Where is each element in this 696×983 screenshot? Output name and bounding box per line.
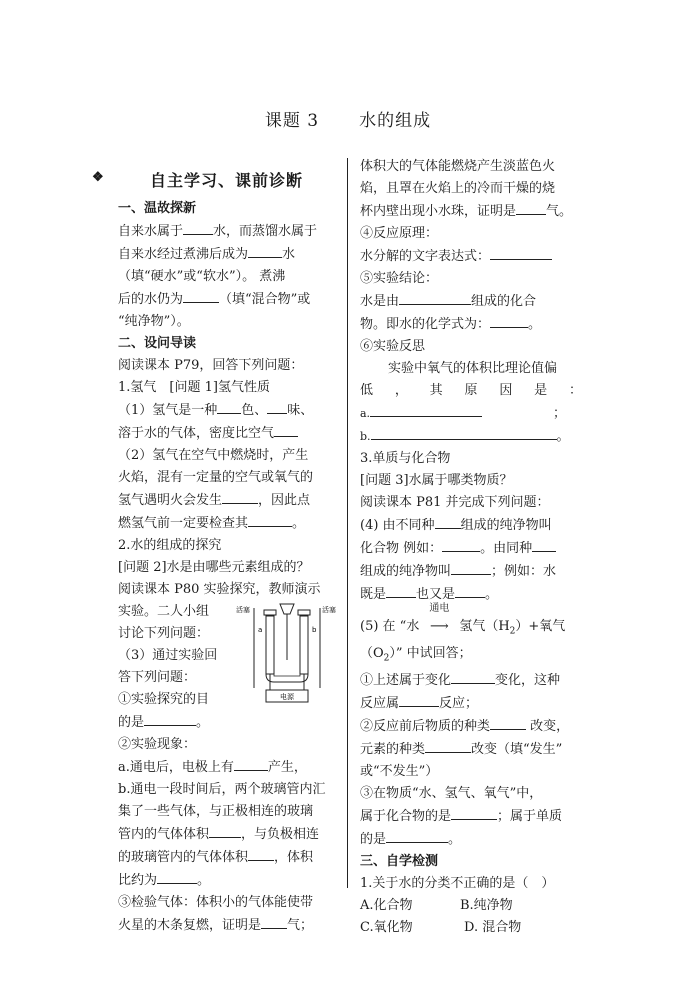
page-title <box>0 106 696 131</box>
text-line: 组成的纯净物叫 ；例如：水 <box>360 560 582 583</box>
text-line: a. ； <box>360 402 582 425</box>
blank[interactable] <box>183 220 213 235</box>
text-line: （1）氢气是一种 色、 味、 <box>118 399 336 422</box>
text-line: 实验。二人小组 <box>118 604 210 619</box>
blank[interactable] <box>399 290 471 305</box>
blank[interactable] <box>183 288 219 303</box>
text-line: [问题 3]水属于哪类物质？ <box>360 473 513 488</box>
blank[interactable] <box>442 537 480 552</box>
text-line: ①实验探究的目 <box>118 692 210 707</box>
text-line: 水分解的文字表达式： <box>360 245 582 268</box>
blank[interactable] <box>274 422 298 437</box>
blank[interactable] <box>248 243 282 258</box>
text-line: 2.水的组成的探究 <box>118 538 222 553</box>
right-column <box>360 156 582 939</box>
text-line: 既是 也又是 。 <box>360 583 582 606</box>
text-line: 实验中氧气的体积比理论值偏 <box>388 361 558 376</box>
blank[interactable] <box>261 914 287 929</box>
blank[interactable] <box>490 313 528 328</box>
text-line: （3）通过实验回 <box>118 648 218 663</box>
blank[interactable] <box>455 583 485 598</box>
electrolysis-apparatus-diagram <box>236 598 338 710</box>
text-line: 物。即水的化学式为： 。 <box>360 313 582 336</box>
blank[interactable] <box>157 869 197 884</box>
blank[interactable] <box>144 711 196 726</box>
text-line: 溶于水的气体，密度比空气 <box>118 422 336 445</box>
text-line: 火星的木条复燃，证明是 气； <box>118 914 336 937</box>
blank[interactable] <box>451 560 491 575</box>
text-line: (4) 由不同种 组成的纯净物叫 <box>360 514 582 537</box>
blank[interactable] <box>370 402 482 417</box>
text-line: 的玻璃管内的气体体积 ，体积 <box>118 846 336 869</box>
text-line: ②实验现象： <box>118 737 197 752</box>
blank[interactable] <box>399 692 439 707</box>
text-line: 阅读课本 P79，回答下列问题： <box>118 358 304 373</box>
text-line: 反应属 反应； <box>360 692 582 715</box>
text-line: 阅读课本 P81 并完成下列问题： <box>360 495 550 510</box>
option-d[interactable]: D. 混合物 <box>464 920 522 936</box>
reaction-arrow: 通电 ⟶ <box>429 603 450 634</box>
options-row <box>360 917 582 939</box>
text-line: 氢气遇明火会发生 ，因此点 <box>118 489 336 512</box>
option-a[interactable]: A.化合物 <box>360 898 413 914</box>
text-line: 管内的气体体积 ，与负极相连 <box>118 823 336 846</box>
section-header <box>88 168 348 194</box>
blank[interactable] <box>451 805 497 820</box>
text-line: （2）氢气在空气中燃烧时，产生 <box>118 448 309 463</box>
text-line: 杯内壁出现小水珠，证明是 气。 <box>360 200 582 223</box>
blank[interactable] <box>516 200 546 215</box>
blank[interactable] <box>490 715 526 730</box>
stopcock-left-label: 活塞 <box>236 606 250 614</box>
column-divider <box>347 158 348 888</box>
text-line: “纯净物”）。 <box>118 314 190 329</box>
heading-self-check: 三、自学检测 <box>360 854 439 870</box>
text-line: 焰，且罩在火焰上的冷而干燥的烧 <box>360 181 556 196</box>
text-line: ⑥实验反思 <box>360 339 426 354</box>
left-column <box>118 198 336 937</box>
text-line: 的是 。 <box>118 711 336 734</box>
lesson-number: 课题 3 <box>264 111 320 131</box>
power-label: 电源 <box>280 693 294 701</box>
text-line: 或“不发生”） <box>360 764 439 780</box>
text-line: b.通电一段时间后，两个玻璃管内汇 <box>118 782 326 797</box>
text-line: 属于化合物的是 ；属于单质 <box>360 805 582 828</box>
text-line: ①上述属于变化 变化，这种 <box>360 669 582 692</box>
option-c[interactable]: C.氧化物 <box>360 920 413 936</box>
blank[interactable] <box>371 425 557 440</box>
text-line: 元素的种类 改变（填“发生” <box>360 738 582 761</box>
blank[interactable] <box>435 514 461 529</box>
blank[interactable] <box>532 537 556 552</box>
text-line: b. 。 <box>360 425 582 448</box>
blank[interactable] <box>234 756 268 771</box>
text-line: 比约为 。 <box>118 869 336 892</box>
section-header-text: 自主学习、课前诊断 <box>150 171 304 190</box>
text-line: 答下列问题： <box>118 670 197 685</box>
text-line: ②反应前后物质的种类 改变， <box>360 715 582 738</box>
tube-b-label: b <box>312 626 317 634</box>
text-line: 水是由 组成的化合 <box>360 290 582 313</box>
blank[interactable] <box>490 245 552 260</box>
tube-a-label: a <box>258 626 263 634</box>
blank[interactable] <box>209 823 241 838</box>
blank[interactable] <box>386 828 448 843</box>
blank[interactable] <box>267 399 287 414</box>
text-line: ④反应原理： <box>360 226 439 241</box>
text-line: 的是 。 <box>360 828 582 851</box>
blank[interactable] <box>386 583 416 598</box>
text-line: 讨论下列问题： <box>118 626 210 641</box>
text-line: 阅读课本 P80 实验探究，教师演示 <box>118 582 321 597</box>
text-line: 火焰，混有一定量的空气或氧气的 <box>118 470 314 485</box>
text-line: （填“硬水”或“软水”）。 煮沸 <box>118 269 286 284</box>
heading-review: 一、温故探新 <box>118 201 197 216</box>
lesson-title: 水的组成 <box>359 111 432 131</box>
text-line: ⑤实验结论： <box>360 271 439 286</box>
option-b[interactable]: B.纯净物 <box>460 898 513 914</box>
blank[interactable] <box>248 846 274 861</box>
text-line: ③检验气体：体积小的气体能使带 <box>118 895 314 910</box>
blank[interactable] <box>217 399 241 414</box>
text-line: 集了一些气体，与正极相连的玻璃 <box>118 804 314 819</box>
blank[interactable] <box>425 738 471 753</box>
options-row <box>360 895 582 917</box>
text-line: 自来水属于 水，而蒸馏水属于 <box>118 220 336 243</box>
text-line: 化合物 例如： 。由同种 <box>360 537 582 560</box>
text-line: 低 ， 其 原 因 是 ： <box>360 383 582 398</box>
text-line: ③在物质“水、氢气、氧气”中， <box>360 786 543 802</box>
text-line: $(O_2)$” 中试回答； <box>360 645 472 664</box>
text-line: 3.单质与化合物 <box>360 451 451 466</box>
blank[interactable] <box>248 512 292 527</box>
stopcock-right-label: 活塞 <box>322 606 336 614</box>
text-line: [问题 2]水是由哪些元素组成的？ <box>118 560 310 575</box>
text-line: 体积大的气体能燃烧产生淡蓝色火 <box>360 159 556 174</box>
text-line: a.通电后，电极上有 产生， <box>118 756 336 779</box>
text-line: (5) 在 “水 通电 ⟶ 氢气$(H_2)+$氧气 <box>360 603 566 637</box>
blank[interactable] <box>451 669 495 684</box>
heading-guided-reading: 二、设问导读 <box>118 336 197 351</box>
text-line: 自来水经过煮沸后成为 水 <box>118 243 336 266</box>
diamond-bullet-icon: ❖ <box>92 170 104 185</box>
text-line: 1.氢气 [问题 1]氢气性质 <box>118 380 270 395</box>
text-line: 燃氢气前一定要检查其 。 <box>118 512 336 535</box>
text-line: 后的水仍为 （填“混合物”或 <box>118 288 336 311</box>
blank[interactable] <box>222 489 258 504</box>
question-1: 1.关于水的分类不正确的是（ ） <box>360 876 555 892</box>
